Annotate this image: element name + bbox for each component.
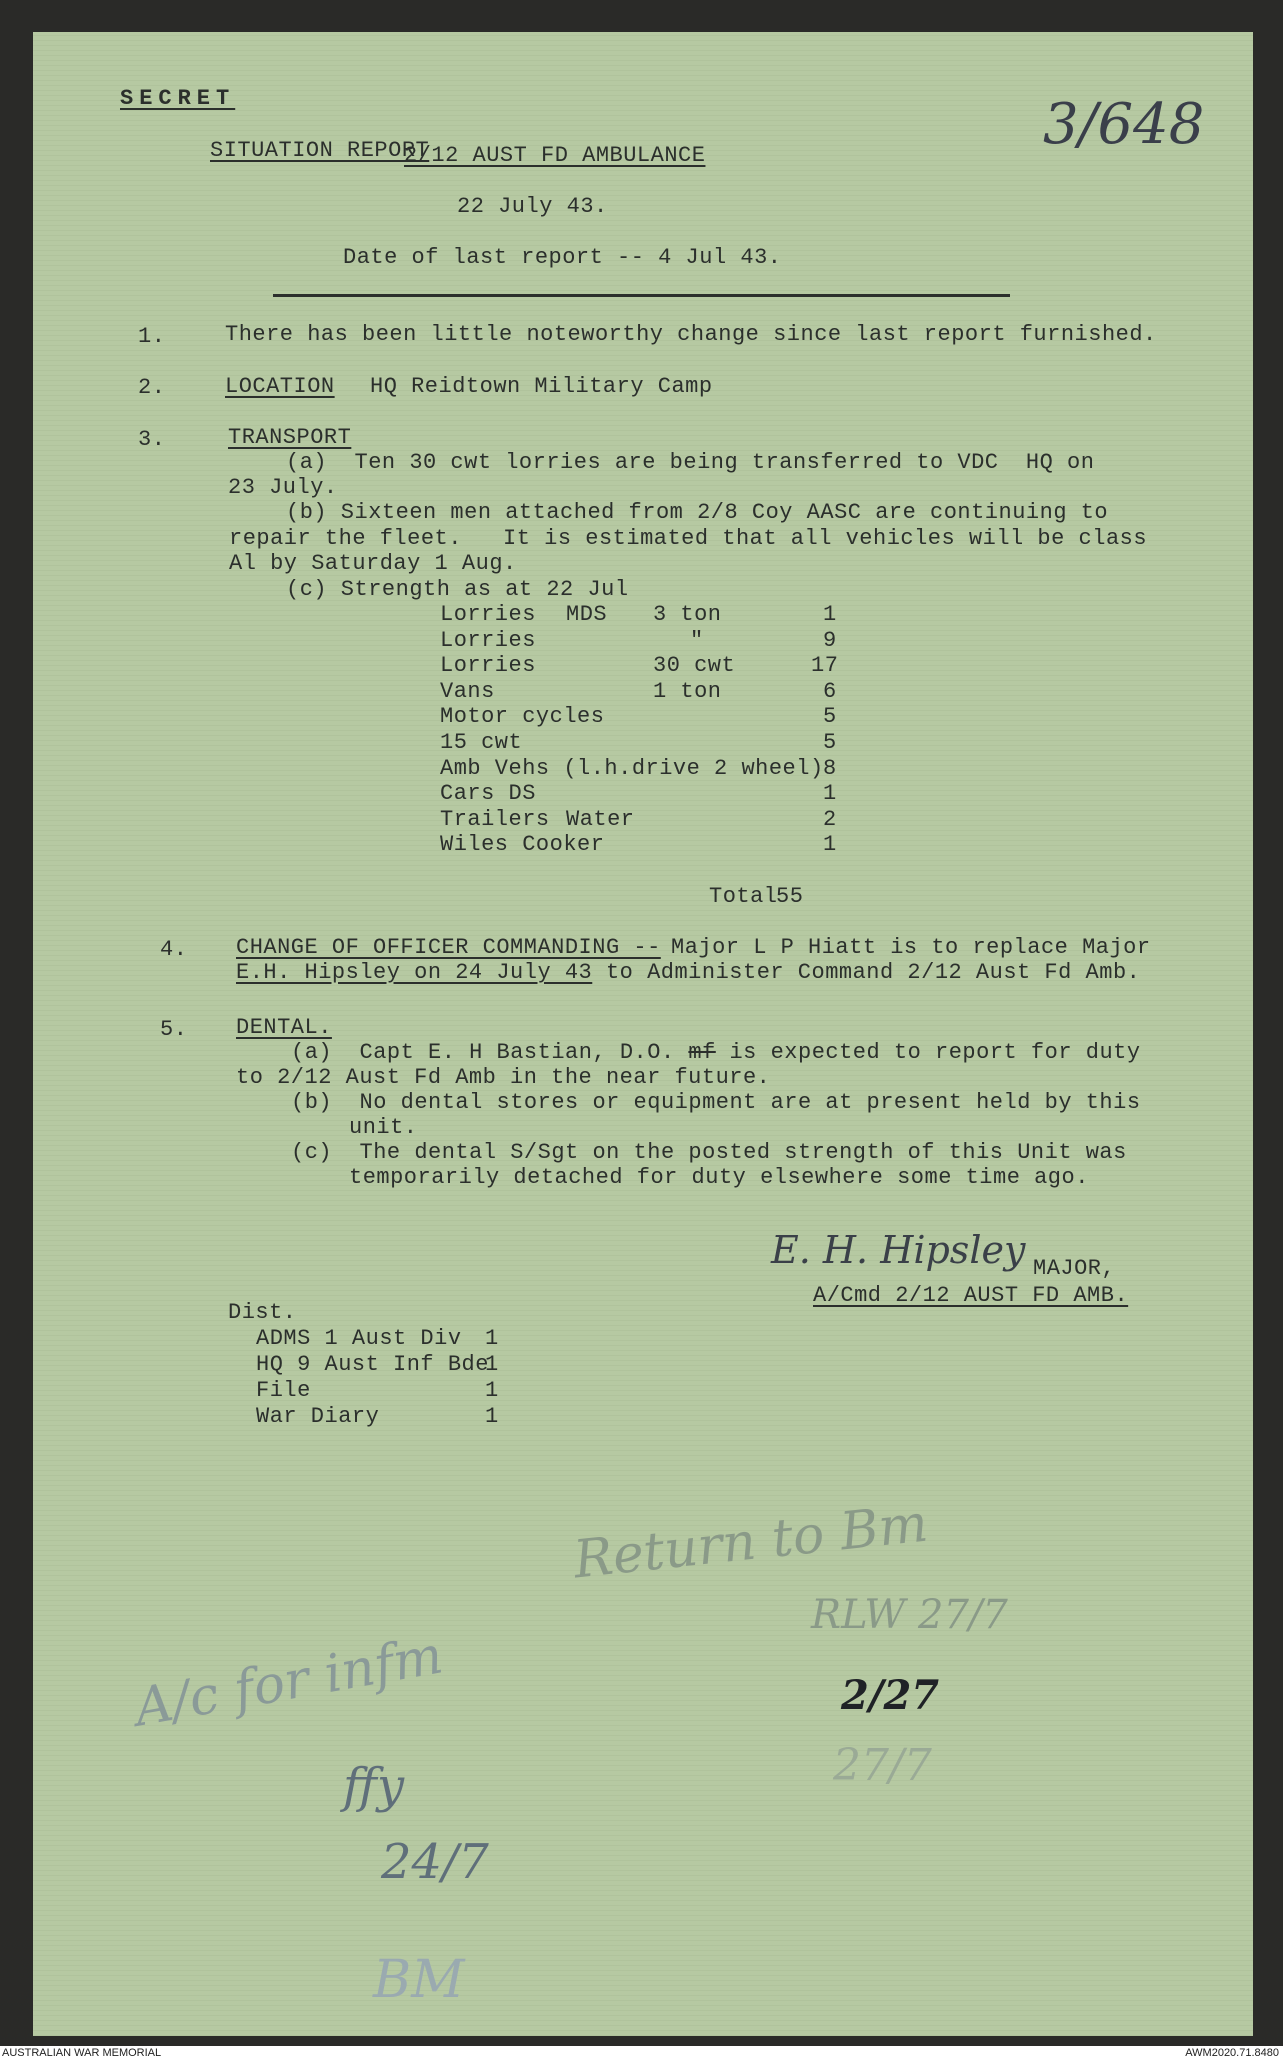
vehicle-type: Motor cycles [440,704,605,730]
distribution-copies: 1 [485,1404,499,1429]
dental-line-end: is expected to report for duty [715,1040,1141,1065]
report-title: SITUATION REPORT [210,138,430,163]
command-change-name: E.H. Hipsley on 24 July 43 [236,960,593,985]
transport-line: (c) Strength as at 22 Jul [286,577,629,602]
vehicle-quantity: 5 [823,730,837,755]
vehicle-quantity: 5 [823,704,837,730]
officer-signature: E. H. Hipsley [771,1228,1026,1272]
date-annotation: 24/7 [381,1834,489,1890]
initials-annotation: 2/27 [841,1672,940,1719]
header-divider [273,294,1010,297]
dental-line: (b) No dental stores or equipment are at present held by this [291,1090,1141,1115]
vehicle-size: 1 ton [653,678,722,704]
vehicle-quantity: 6 [823,678,837,704]
strength-row [33,704,1253,730]
signatory-appointment: A/Cmd 2/12 AUST FD AMB. [813,1283,1129,1308]
dental-line: temporarily detached for duty elsewhere some time ago. [349,1165,1089,1190]
para-2-number: 2. [138,375,166,400]
distribution-entry [33,1404,1253,1430]
dental-heading: DENTAL. [236,1015,332,1040]
distribution-copies: 1 [485,1352,499,1377]
command-change-rest: to Administer Command 2/12 Aust Fd Amb. [592,960,1141,985]
classification: SECRET [120,86,236,111]
distribution-entry [33,1378,1253,1404]
initials-annotation: RLW 27/7 [811,1592,1008,1638]
distribution-recipient: War Diary [256,1404,380,1429]
vehicle-quantity: 8 [823,755,837,781]
vehicle-quantity: 17 [811,653,839,679]
vehicle-subtype: Water [566,806,635,832]
para-4-number: 4. [160,937,188,962]
transport-line: (a) Ten 30 cwt lorries are being transferred to VDC HQ on [286,450,1095,475]
vehicle-strength-table [33,602,1253,872]
distribution-copies: 1 [485,1378,499,1403]
vehicle-size: 30 cwt [653,653,736,679]
strength-row [33,628,1253,654]
vehicle-type: Lorries [440,602,536,627]
dental-line-start: (a) Capt E. H Bastian, D.O. [291,1040,689,1065]
total-value: 55 [776,884,804,909]
report-date: 22 July 43. [457,194,608,219]
date-annotation: 27/7 [833,1740,932,1791]
transport-line: (b) Sixteen men attached from 2/8 Coy AASC are continuing to [286,500,1109,525]
signatory-rank: MAJOR, [1033,1256,1116,1281]
transport-heading: TRANSPORT [228,425,352,450]
location-text: HQ Reidtown Military Camp [370,374,713,399]
document-page [33,32,1253,2036]
vehicle-subtype: MDS [566,602,608,627]
distribution-list [33,1326,1253,1436]
command-change-line [236,960,1140,985]
command-change-line: Major L P Hiatt is to replace Major [671,935,1151,960]
vehicle-type: Lorries [440,627,536,653]
strength-row [33,602,1253,628]
transport-line: Al by Saturday 1 Aug. [229,551,517,576]
para-1-text: There has been little noteworthy change since last report furnished. [225,322,1157,347]
strength-row [33,807,1253,833]
dental-line [291,1040,1141,1065]
info-annotation: A/c for infm [130,1625,448,1739]
dental-line: (c) The dental S/Sgt on the posted strength of this Unit was [291,1140,1127,1165]
vehicle-quantity: 2 [823,806,837,832]
strength-row [33,781,1253,807]
vehicle-size: " [690,627,704,653]
initials-annotation: ffy [343,1758,405,1814]
vehicle-quantity: 1 [823,602,837,627]
vehicle-quantity: 9 [823,627,837,653]
vehicle-type: Cars DS [440,781,536,807]
footer-institution: AUSTRALIAN WAR MEMORIAL [2,2047,162,2059]
para-1-number: 1. [138,324,166,349]
distribution-label: Dist. [228,1300,297,1325]
total-label: Total [709,884,778,909]
distribution-copies: 1 [485,1326,499,1351]
dental-line: unit. [349,1115,418,1140]
archive-footer [0,2046,1283,2061]
distribution-entry [33,1352,1253,1378]
strength-row [33,730,1253,756]
distribution-recipient: HQ 9 Aust Inf Bde [256,1352,489,1377]
para-3-number: 3. [138,427,166,452]
distribution-recipient: File [256,1378,311,1403]
command-change-heading: CHANGE OF OFFICER COMMANDING -- [236,935,661,960]
strength-row [33,679,1253,705]
dental-line: to 2/12 Aust Fd Amb in the near future. [236,1065,771,1090]
last-report-date: Date of last report -- 4 Jul 43. [343,245,782,270]
strength-row [33,653,1253,679]
distribution-recipient: ADMS 1 Aust Div [256,1326,462,1351]
vehicle-type: Wiles Cooker [440,832,605,858]
vehicle-type: 15 cwt [440,730,523,755]
reference-number: 3/648 [1043,92,1205,157]
strength-row [33,832,1253,858]
vehicle-type: Vans [440,678,495,704]
vehicle-type: Amb Vehs (l.h.drive 2 wheel) [440,755,824,781]
strength-row [33,756,1253,782]
return-annotation: Return to Bm [570,1493,931,1591]
vehicle-size: 3 ton [653,602,722,627]
bm-annotation: BM [373,1950,465,2010]
transport-line: repair the fleet. It is estimated that all vehicles will be class [229,526,1148,551]
vehicle-quantity: 1 [823,832,837,858]
vehicle-type: Lorries [440,653,536,679]
dental-struck-text: mf [688,1040,716,1065]
distribution-entry [33,1326,1253,1352]
location-heading: LOCATION [225,374,335,399]
vehicle-quantity: 1 [823,781,837,807]
vehicle-type: Trailers [440,806,550,832]
transport-line: 23 July. [228,475,338,500]
unit-name: 2/12 AUST FD AMBULANCE [404,143,706,168]
para-5-number: 5. [160,1017,188,1042]
footer-reference: AWM2020.71.8480 [1185,2047,1279,2059]
